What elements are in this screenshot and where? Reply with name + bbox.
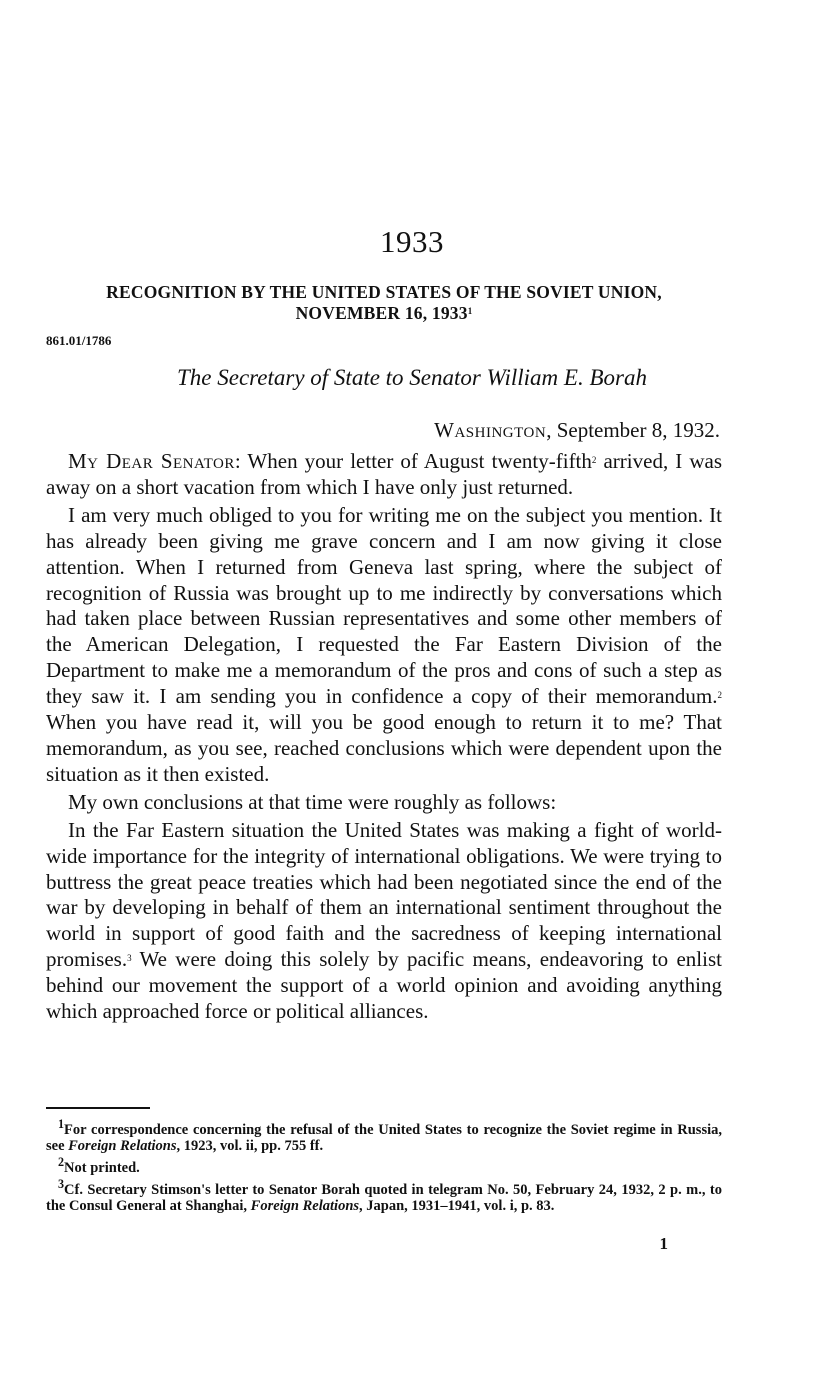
paragraph-2: I am very much obliged to you for writing me on the subject you mention. It has already been giving me grave concern and I am now giving it close attention. When I returned from Geneva last spring, where the subject of recognition of Russia was brought up to me indirectly by conversations which had taken place between Russian representatives and some other members of the American Delegation, I requested the Far Eastern Division of the Department to make me a memorandum of the pros and cons of such a step as they saw it. I am sending you in confidence a copy of their memorandum.$^2$ When you have read it, will you be good enough to return it to me? That memorandum, as you see, reached conclusions which were dependent upon the situation as it then existed. [46, 502, 722, 786]
footnote-1: $^1$For correspondence concerning the refusal of the United States to recognize the Soviet regime in Russia, see Foreign Relations, 1923, vol. ii, pp. 755 ff. [46, 1117, 722, 1155]
dateline-place: Washington [434, 418, 547, 442]
paragraph-3: My own conclusions at that time were roughly as follows: [68, 789, 557, 814]
dateline-date: , September 8, 1932. [546, 418, 720, 442]
salutation: My Dear Senator [68, 449, 235, 473]
volume-year: 1933 [380, 224, 444, 259]
footnote-3: $^3$Cf. Secretary Stimson's letter to Senator Borah quoted in telegram No. 50, February 24, 1932, 2 p. m., to the Consul General at Shanghai, Foreign Relations, Japan, 1931–1941, vol. i, p. 83. [46, 1177, 722, 1215]
footnote-ref-2: 2 [591, 455, 597, 465]
footnote-ref-1: 1 [467, 306, 473, 316]
paragraph-1: My Dear Senator: When your letter of August twenty-fifth$^2$ arrived, I was away on a short vacation from which I have only just returned. [46, 449, 722, 499]
document-title: The Secretary of State to Senator William E. Borah [177, 365, 647, 390]
footnote-ref-2: 2 [717, 690, 722, 701]
footnote-ref-3: 3 [127, 953, 132, 964]
letter-body [46, 449, 722, 1027]
page-number: 1 [659, 1234, 668, 1253]
section-heading [44, 282, 724, 324]
dateline [434, 418, 720, 443]
section-heading-line2: NOVEMBER 16, 1933$^1$ [295, 303, 473, 323]
section-heading-line1: RECOGNITION BY THE UNITED STATES OF THE SOVIET UNION, [106, 282, 662, 302]
footnotes [46, 1116, 722, 1215]
footnote-divider [46, 1107, 150, 1109]
paragraph-4: In the Far Eastern situation the United States was making a fight of world-wide importance for the integrity of international obligations. We were trying to buttress the great peace treaties which had been negotiated since the end of the war by developing in behalf of them an international sentiment throughout the world in support of good faith and the sacredness of keeping international promises.$^3$ We were doing this solely by pacific means, endeavoring to enlist behind our movement the support of a world opinion and avoiding anything which approached force or political alliances. [46, 817, 722, 1024]
file-number: 861.01/1786 [46, 333, 112, 348]
footnote-2: $^2$Not printed. [58, 1155, 140, 1177]
